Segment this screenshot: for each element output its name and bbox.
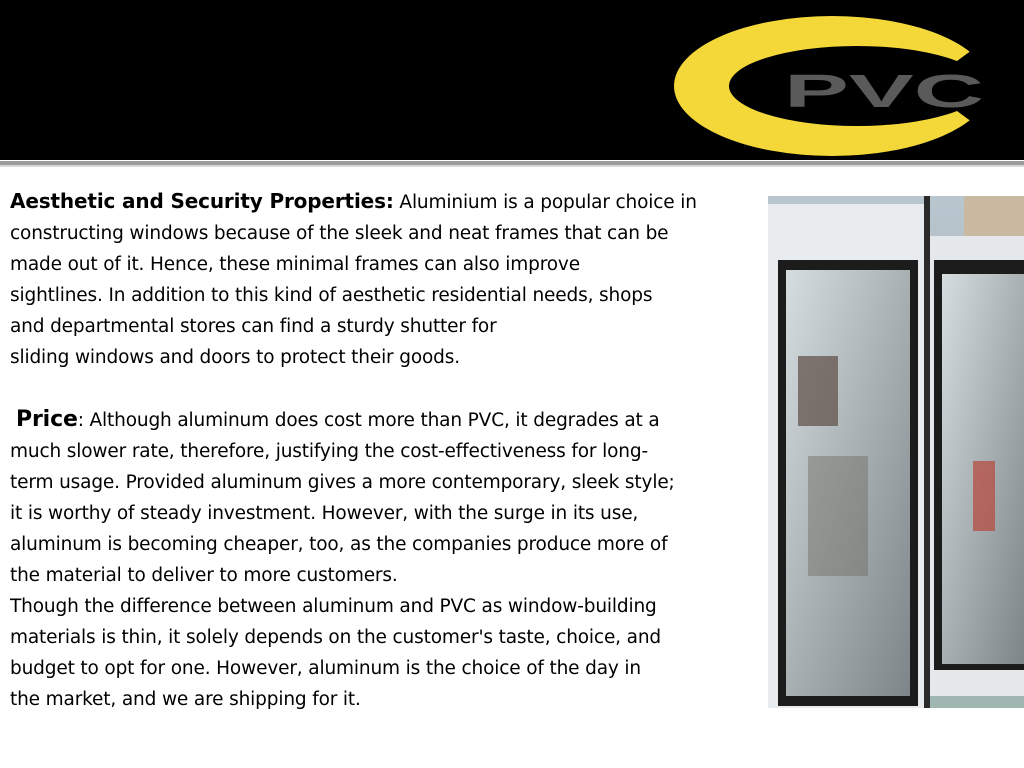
window-frames-photo <box>768 196 1024 708</box>
text-line: sliding windows and doors to protect their goods. <box>10 347 460 368</box>
text-line: and departmental stores can find a sturdy shutter for <box>10 316 497 337</box>
body-text <box>10 186 762 715</box>
header-divider-light <box>0 165 1024 167</box>
text-line: the material to deliver to more customers. <box>10 565 398 586</box>
text-line: aluminum is becoming cheaper, too, as the companies produce more of <box>10 534 668 555</box>
text-line: made out of it. Hence, these minimal frames can also improve <box>10 254 580 275</box>
text-line: Aluminium is a popular choice in <box>393 192 697 213</box>
text-line: : Although aluminum does cost more than PVC, it degrades at a <box>77 410 660 431</box>
reflection-house <box>798 356 838 426</box>
text-line: much slower rate, therefore, justifying the cost-effectiveness for long- <box>10 441 648 462</box>
paragraph-price <box>10 404 762 436</box>
text-line: sightlines. In addition to this kind of aesthetic residential needs, shops <box>10 285 653 306</box>
frame-divider <box>924 196 930 708</box>
heading-price: Price <box>16 407 78 432</box>
paragraph-spacer <box>10 373 762 404</box>
reflection-object <box>973 461 995 531</box>
text-line: term usage. Provided aluminum gives a more contemporary, sleek style; <box>10 472 675 493</box>
text-line: the market, and we are shipping for it. <box>10 689 361 710</box>
text-line: constructing windows because of the sleek and neat frames that can be <box>10 223 669 244</box>
heading-aesthetic: Aesthetic and Security Properties: <box>10 189 394 213</box>
text-line: Though the difference between aluminum and PVC as window-building <box>10 596 657 617</box>
paragraph-aesthetic <box>10 186 762 218</box>
cpvc-logo-icon <box>672 14 1002 158</box>
reflection-tree <box>808 456 868 576</box>
text-line: it is worthy of steady investment. However, with the surge in its use, <box>10 503 639 524</box>
text-line: budget to opt for one. However, aluminum is the choice of the day in <box>10 658 641 679</box>
logo-text: PVC <box>784 65 984 117</box>
text-line: materials is thin, it solely depends on the customer's taste, choice, and <box>10 627 661 648</box>
